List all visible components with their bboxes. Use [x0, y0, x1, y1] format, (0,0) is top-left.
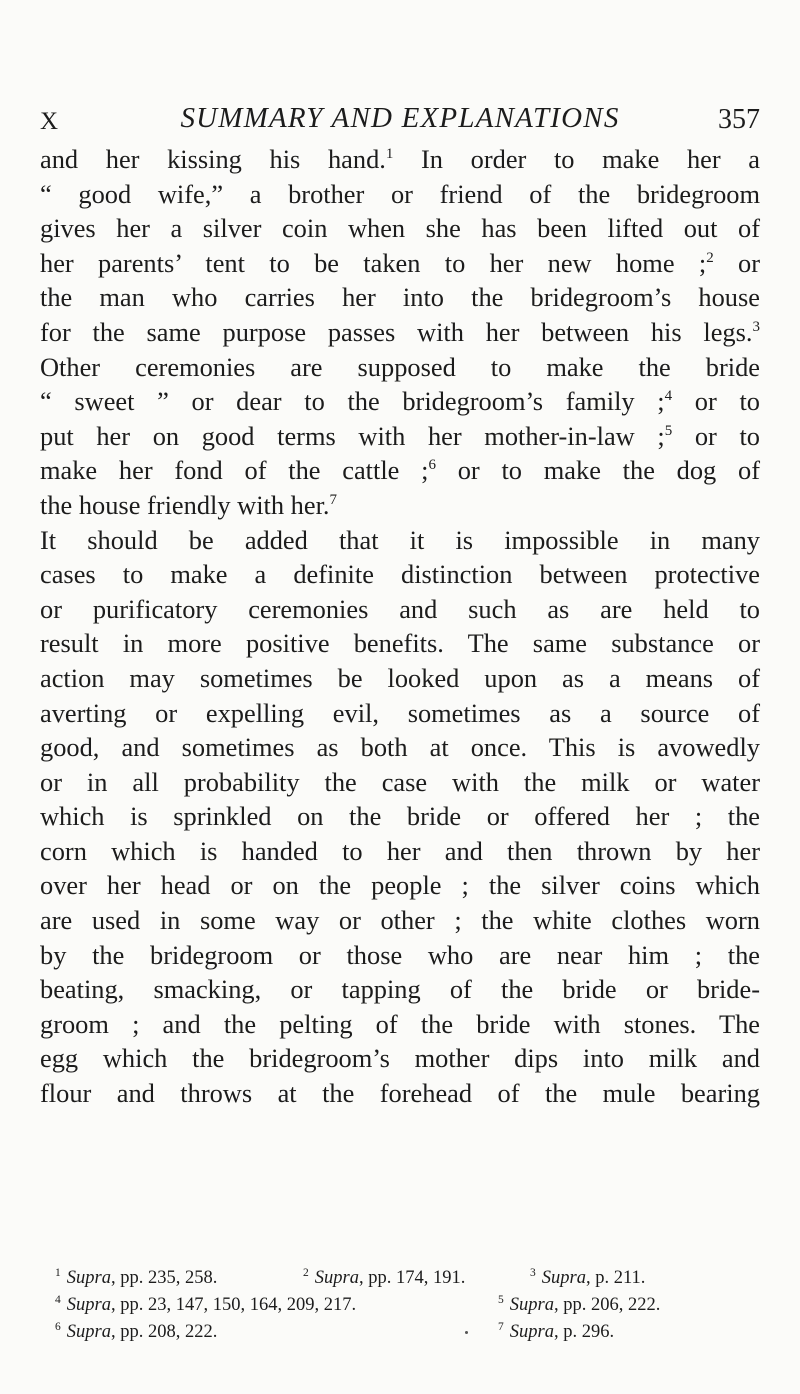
text-line: or in all probability the case with the milk or water — [40, 766, 760, 797]
text-line: cases to make a definite distinction between protective — [40, 559, 760, 590]
text-line: over her head or on the people ; the silver coins which — [40, 870, 760, 901]
text-line: result in more positive benefits. The same substance or — [40, 628, 760, 659]
text-line: groom ; and the pelting of the bride with stones. The — [40, 1008, 760, 1039]
text-line: “ good wife,” a brother or friend of the bridegroom — [40, 178, 760, 209]
page-header — [40, 102, 760, 142]
text-line: are used in some way or other ; the white clothes worn — [40, 905, 760, 936]
text-line: the house friendly with her.$^7$ — [40, 489, 337, 520]
footnotes — [55, 1265, 765, 1346]
text-line: corn which is handed to her and then thrown by her — [40, 835, 760, 866]
chapter-number: X — [40, 108, 59, 135]
footnote-2: $^2$ Supra, pp. 174, 191. — [303, 1266, 466, 1288]
footnote-3: $^3$ Supra, p. 211. — [530, 1266, 646, 1288]
running-title: SUMMARY AND EXPLANATIONS — [180, 102, 620, 134]
text-line: gives her a silver coin when she has been lifted out of — [40, 213, 760, 244]
text-line: beating, smacking, or tapping of the bride or bride- — [40, 974, 760, 1005]
text-line: the man who carries her into the bridegroom’s house — [40, 282, 760, 313]
text-line: and her kissing his hand.$^1$ In order to make her a — [40, 144, 760, 174]
footnote-marker: 6 — [428, 457, 436, 474]
body-text — [40, 142, 760, 1111]
text-line: by the bridegroom or those who are near him ; the — [40, 939, 760, 970]
footnote-marker: 4 — [664, 388, 673, 405]
footnote-marker: 5 — [664, 422, 673, 439]
footnote-marker: 7 — [329, 492, 337, 509]
text-line: make her fond of the cattle ;$^6$ or to make the dog of — [40, 455, 760, 486]
text-line: which is sprinkled on the bride or offered her ; the — [40, 801, 760, 832]
print-speck — [465, 1331, 468, 1334]
footnote-6: $^6$ Supra, pp. 208, 222. — [55, 1320, 218, 1342]
footnote-marker: 3 — [752, 319, 760, 336]
footnote-row — [55, 1319, 765, 1346]
footnote-1: $^1$ Supra, pp. 235, 258. — [55, 1266, 218, 1288]
text-line: It should be added that it is impossible in many — [40, 524, 760, 555]
footnote-5: $^5$ Supra, pp. 206, 222. — [498, 1293, 661, 1315]
page-number: 357 — [718, 104, 760, 135]
text-line: her parents’ tent to be taken to her new home ;$^2$ or — [40, 247, 760, 278]
footnote-marker: 2 — [706, 249, 714, 266]
footnote-4: $^4$ Supra, pp. 23, 147, 150, 164, 209, 217. — [55, 1293, 357, 1315]
text-line: for the same purpose passes with her between his legs.$^3$ — [40, 316, 760, 347]
footnote-marker: 1 — [385, 146, 394, 163]
text-line: egg which the bridegroom’s mother dips into milk and — [40, 1043, 760, 1074]
text-line: action may sometimes be looked upon as a means of — [40, 662, 760, 693]
footnote-row — [55, 1265, 765, 1292]
footnote-row — [55, 1292, 765, 1319]
text-line: good, and sometimes as both at once. This is avowedly — [40, 732, 760, 763]
text-line: or purificatory ceremonies and such as are held to — [40, 593, 760, 624]
text-line: put her on good terms with her mother-in-law ;$^5$ or to — [40, 420, 760, 451]
text-line: averting or expelling evil, sometimes as a source of — [40, 697, 760, 728]
text-line: flour and throws at the forehead of the mule bearing — [40, 1078, 760, 1109]
text-line: Other ceremonies are supposed to make the bride — [40, 351, 760, 382]
footnote-7: $^7$ Supra, p. 296. — [498, 1320, 615, 1342]
text-line: “ sweet ” or dear to the bridegroom’s family ;$^4$ or to — [40, 386, 760, 417]
